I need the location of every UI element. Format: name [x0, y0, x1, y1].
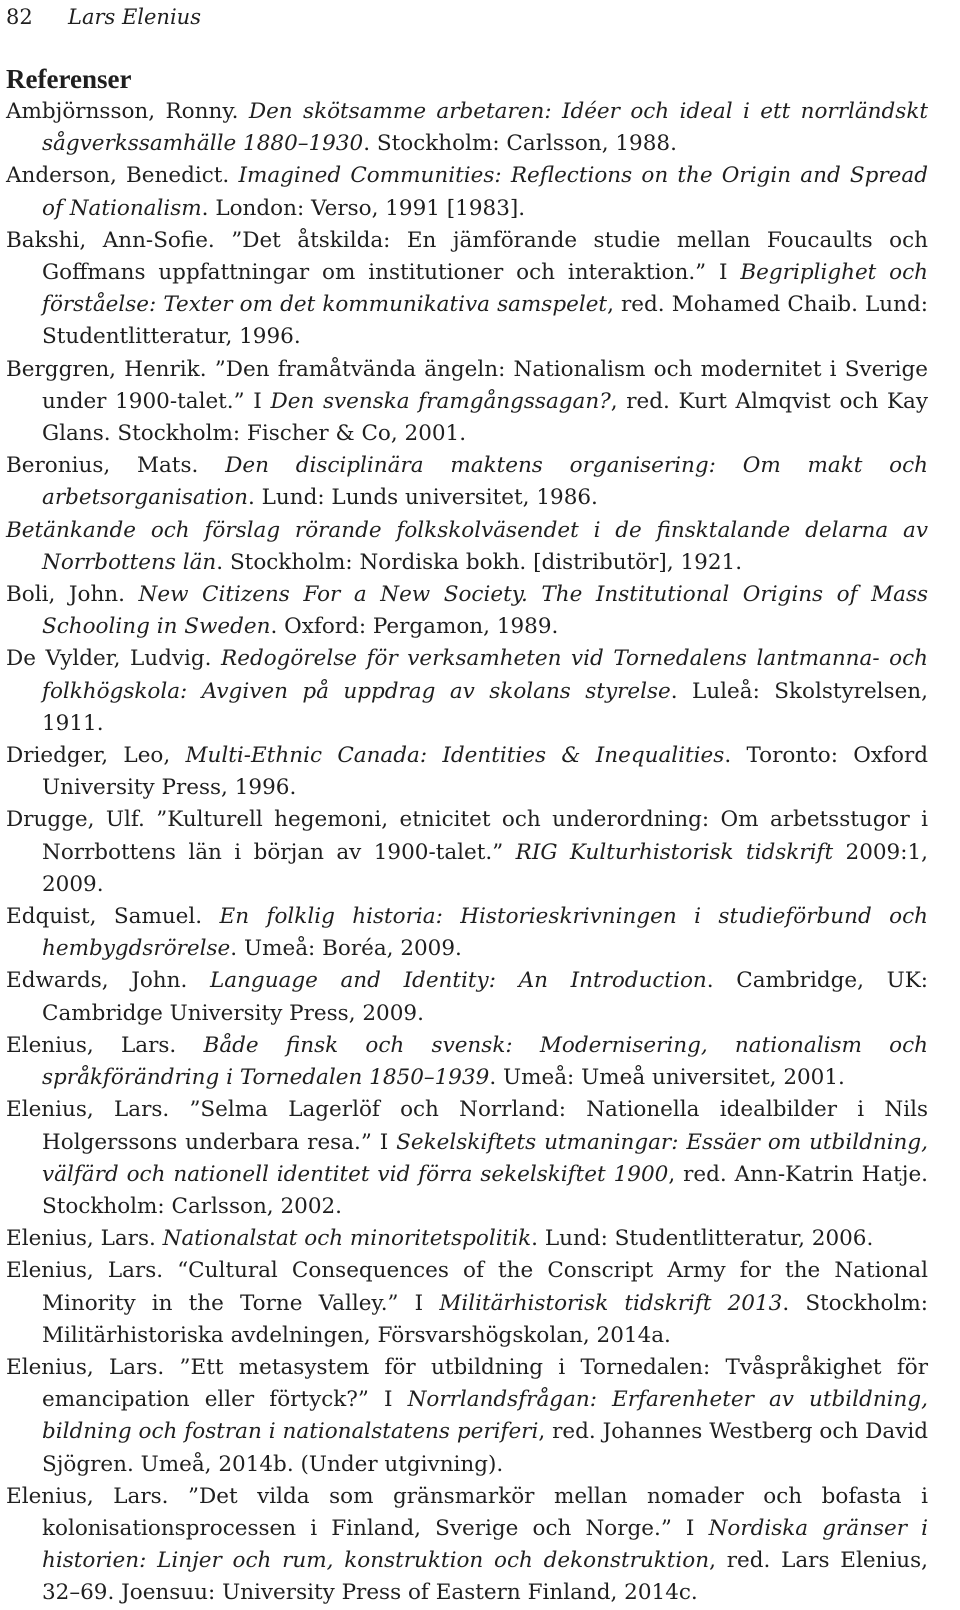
reference-entry: [6, 804, 928, 901]
reference-entry: [6, 96, 928, 160]
reference-title: Imagined Communities: Reflections on the Origin and Spread of Nationalism: [42, 163, 928, 221]
reference-text: Ambjörnsson, Ronny.: [6, 99, 249, 124]
reference-text: De Vylder, Ludvig.: [6, 646, 222, 672]
reference-title: Militärhistorisk tidskrift 2013: [439, 1290, 783, 1316]
reference-text: . Umeå: Umeå universitet, 2001.: [489, 1065, 845, 1091]
reference-title: Den disciplinära maktens organisering: Om makt och arbetsorganisation: [42, 453, 928, 511]
reference-entry: [6, 1094, 928, 1223]
page-number: 82: [6, 5, 33, 29]
reference-text: 2009:1, 2009.: [42, 839, 928, 897]
reference-text: Driedger, Leo,: [6, 743, 186, 769]
reference-text: . Lund: Studentlitteratur, 2006.: [531, 1226, 874, 1252]
reference-title: New Citizens For a New Society. The Institutional Origins of Mass Schooling in Sweden: [42, 582, 929, 640]
reference-list: [6, 96, 928, 1610]
reference-text: Elenius, Lars. ”Det vilda som gränsmarkör mellan nomader och bofasta i kolonisationsprocessen i Finland, Sverige och Norge.” I: [6, 1483, 928, 1541]
reference-text: . Stockholm: Militärhistoriska avdelningen, Försvarshögskolan, 2014a.: [42, 1290, 928, 1348]
reference-entry: [6, 515, 928, 579]
reference-title: Nordiska gränser i historien: Linjer och rum, konstruktion och dekonstruktion: [42, 1515, 928, 1574]
reference-text: . Oxford: Pergamon, 1989.: [270, 614, 559, 640]
reference-text: Elenius, Lars. ”Ett metasystem för utbildning i Tornedalen: Tvåspråkighet för emancipation eller förtyck?” I: [6, 1354, 928, 1413]
reference-text: Drugge, Ulf. ”Kulturell hegemoni, etnicitet och underordning: Om arbetsstugor i Norrbottens län i början av 1900-talet.”: [6, 807, 928, 865]
reference-entry: [6, 965, 928, 1029]
reference-text: Boli, John.: [6, 582, 139, 608]
reference-text: . Cambridge, UK: Cambridge University Press, 2009.: [42, 968, 928, 1026]
running-title: Lars Elenius: [68, 5, 201, 29]
reference-text: Bakshi, Ann-Sofie. ”Det åtskilda: En jämförande studie mellan Foucaults och Goffmans uppfattningar om institutioner och interaktion.” I: [6, 227, 928, 286]
reference-text: Anderson, Benedict.: [6, 163, 239, 189]
reference-entry: [6, 1481, 928, 1610]
reference-title: Redogörelse för verksamheten vid Tornedalens lantmanna- och folkhögskola: Avgiven på uppdrag av skolans styrelse: [42, 646, 928, 704]
reference-title: Language and Identity: An Introduction: [209, 968, 707, 994]
reference-title: Den svenska framgångssagan?: [270, 388, 611, 414]
reference-entry: [6, 1223, 928, 1255]
reference-title: Nationalstat och minoritetspolitik: [162, 1226, 532, 1252]
reference-title: Begriplighet och förståelse: Texter om det kommunikativa samspelet: [42, 260, 928, 318]
reference-text: Edwards, John.: [6, 968, 210, 994]
reference-entry: [6, 643, 928, 740]
reference-entry: [6, 740, 928, 804]
reference-title: Sekelskiftets utmaningar: Essäer om utbildning, välfärd och nationell identitet vid förra sekelskiftet 1900: [42, 1129, 928, 1187]
reference-text: . Stockholm: Nordiska bokh. [distributör], 1921.: [216, 549, 743, 575]
reference-title: Den skötsamme arbetaren: Idéer och ideal i ett norrländskt sågverkssamhälle 1880–1930: [42, 99, 928, 157]
reference-text: . Lund: Lunds universitet, 1986.: [247, 485, 598, 511]
running-head: [6, 4, 201, 30]
reference-entry: [6, 225, 928, 354]
reference-text: Edquist, Samuel.: [6, 904, 220, 930]
reference-text: . Umeå: Boréa, 2009.: [230, 936, 462, 962]
reference-entry: [6, 160, 928, 224]
reference-text: . Luleå: Skolstyrelsen, 1911.: [42, 678, 928, 736]
reference-text: , red. Kurt Almqvist och Kay Glans. Stockholm: Fischer & Co, 2001.: [42, 388, 929, 447]
reference-text: . London: Verso, 1991 [1983].: [201, 195, 526, 221]
reference-entry: [6, 1352, 928, 1481]
reference-text: Berggren, Henrik. ”Den framåtvända ängeln: Nationalism och modernitet i Sverige under 1900-talet.” I: [6, 356, 928, 414]
reference-title: Multi-Ethnic Canada: Identities & Inequalities: [185, 743, 725, 769]
reference-entry: [6, 450, 928, 514]
reference-text: , red. Lars Elenius, 32–69. Joensuu: University Press of Eastern Finland, 2014c.: [42, 1548, 928, 1606]
reference-text: Elenius, Lars.: [6, 1032, 204, 1058]
reference-entry: [6, 901, 928, 965]
reference-text: , red. Johannes Westberg och David Sjögren. Umeå, 2014b. (Under utgivning).: [42, 1419, 928, 1477]
reference-text: Elenius, Lars. “Cultural Consequences of the Conscript Army for the National Minority in the Torne Valley.” I: [6, 1258, 928, 1316]
reference-title: Norrlandsfrågan: Erfarenheter av utbildning, bildning och fostran i nationalstatens periferi: [42, 1387, 928, 1445]
reference-title: En folklig historia: Historieskrivningen i studieförbund och hembygdsrörelse: [42, 904, 928, 962]
reference-text: , red. Mohamed Chaib. Lund: Studentlitteratur, 1996.: [42, 292, 929, 350]
reference-text: . Stockholm: Carlsson, 1988.: [363, 131, 677, 157]
reference-entry: [6, 1030, 928, 1094]
reference-text: Elenius, Lars. ”Selma Lagerlöf och Norrland: Nationella idealbilder i Nils Holgerssons underbara resa.” I: [6, 1097, 928, 1155]
reference-text: Elenius, Lars.: [6, 1226, 163, 1252]
reference-title: Både finsk och svensk: Modernisering, nationalism och språkförändring i Tornedalen 1850–1939: [42, 1032, 928, 1091]
reference-entry: [6, 354, 928, 451]
reference-entry: [6, 579, 928, 643]
reference-title: RIG Kulturhistorisk tidskrift: [515, 839, 834, 865]
reference-entry: [6, 1255, 928, 1352]
reference-text: , red. Ann-Katrin Hatje. Stockholm: Carlsson, 2002.: [42, 1161, 928, 1219]
section-title: Referenser: [6, 64, 132, 94]
reference-text: Beronius, Mats.: [6, 453, 226, 479]
reference-title: Betänkande och förslag rörande folkskolväsendet i de finsktalande delarna av Norrbottens län: [6, 517, 928, 575]
reference-text: . Toronto: Oxford University Press, 1996.: [42, 743, 928, 801]
